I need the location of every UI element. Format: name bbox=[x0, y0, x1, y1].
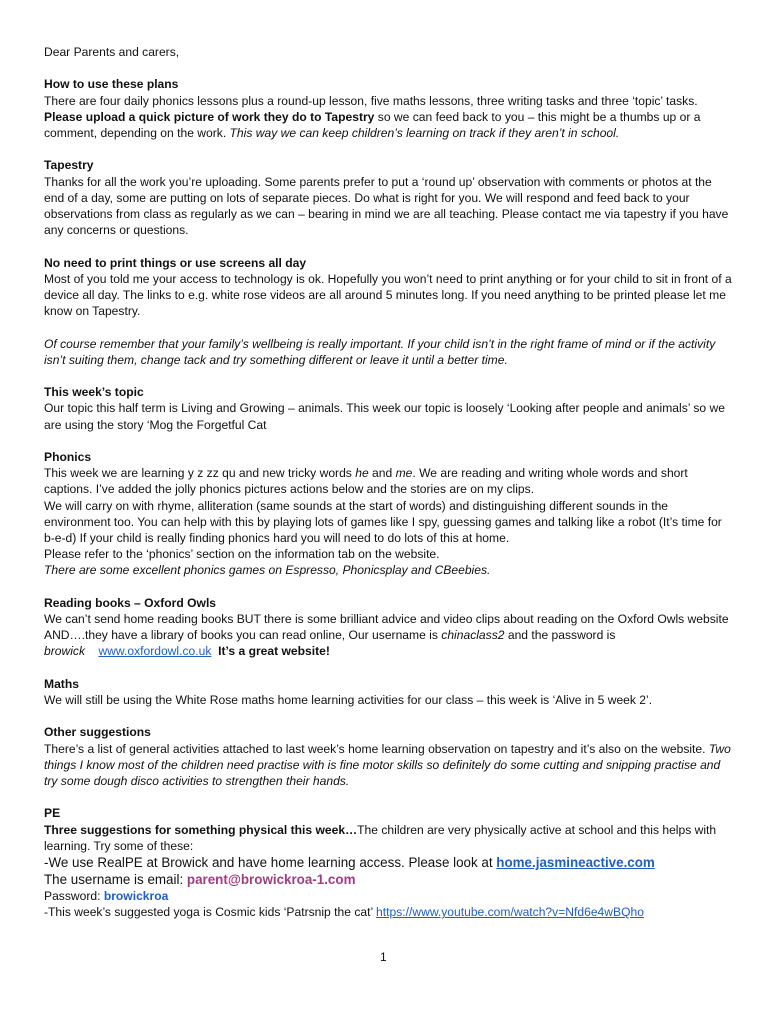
phonics-text-2: . We are reading and writing whole words and short captions. I’ve added the jolly phonics pictures actions below and the stories are on my clips. bbox=[44, 466, 688, 497]
letter-document bbox=[44, 44, 734, 920]
pe-bold-text: Three suggestions for something physical this week… bbox=[44, 822, 358, 837]
reading-paragraph bbox=[44, 611, 734, 660]
wellbeing-italic-text: Of course remember that your family’s wellbeing is really important. If your child isn’t in the right frame of mind or if the activity isn’t suiting them, change tack and try something different or leave it until a better time. bbox=[44, 336, 716, 367]
topic-heading: This week’s topic bbox=[44, 385, 144, 400]
pe-paragraph bbox=[44, 822, 734, 854]
noprint-heading: No need to print things or use screens all day bbox=[44, 255, 307, 270]
topic-paragraph: Our topic this half term is Living and Growing – animals. This week our topic is loosely ‘Looking after people and animals’ so we are using the story ‘Mog the Forgetful Cat bbox=[44, 401, 725, 432]
pe-heading: PE bbox=[44, 806, 61, 821]
phonics-paragraph-1 bbox=[44, 465, 734, 497]
password-value: browickroa bbox=[103, 889, 169, 903]
plans-text-2: so we can feed back to you – this might be a thumbs up or a comment, depending on the work. bbox=[44, 109, 701, 140]
other-paragraph bbox=[44, 741, 734, 790]
phonics-paragraph-3: Please refer to the ‘phonics’ section on the information tab on the website. bbox=[44, 547, 440, 562]
reading-text-1: We can’t send home reading books BUT there is some brilliant advice and video clips about reading on the Oxford Owls website AND….they have a library of books you can read online, Our username is bbox=[44, 612, 729, 643]
maths-paragraph: We will still be using the White Rose maths home learning activities for our class – this week is ‘Alive in 5 week 2’. bbox=[44, 693, 653, 707]
plans-paragraph bbox=[44, 93, 734, 142]
other-italic-text: Two things I know most of the children need practise with is fine motor skills so definitely do some cutting and snipping practise and try some dough disco activities to strengthen their hands. bbox=[44, 741, 731, 788]
phonics-games-italic: There are some excellent phonics games on Espresso, Phonicsplay and CBeebies. bbox=[44, 563, 491, 578]
oxford-password: browick bbox=[44, 644, 85, 659]
username-value: parent@browickroa-1.com bbox=[186, 872, 356, 887]
password-label: Password: bbox=[44, 889, 104, 903]
phonics-and: and bbox=[368, 466, 396, 481]
greeting: Dear Parents and carers, bbox=[44, 45, 180, 59]
pe-text: The children are very physically active at school and this helps with learning. Try some of these: bbox=[44, 822, 717, 853]
realpe-text: -We use RealPE at Browick and have home learning access. Please look at bbox=[44, 855, 497, 870]
noprint-paragraph: Most of you told me your access to technology is ok. Hopefully you won’t need to print anything or for your child to sit in front of a device all day. The links to e.g. white rose videos are all around 5 minutes long. If you need anything to be printed please let me know on Tapestry. bbox=[44, 271, 732, 319]
tricky-word-me: me bbox=[395, 466, 413, 481]
tapestry-paragraph: Thanks for all the work you’re uploading. Some parents prefer to put a ‘round up’ observation with comments or photos at the end of a day, some are putting on lots of separate pieces. Do what is right for you. We will respond and feed back to your observations from class as regularly as we can – bearing in mind we are all teaching. Please contact me via tapestry if you have any concerns or questions. bbox=[44, 174, 729, 238]
wellbeing-note bbox=[44, 336, 734, 368]
plans-text-1: There are four daily phonics lessons plus a round-up lesson, five maths lessons, three writing tasks and three ‘topic’ tasks. bbox=[44, 93, 698, 108]
maths-heading: Maths bbox=[44, 676, 79, 691]
reading-text-2: and the password is bbox=[504, 628, 616, 643]
realpe-line bbox=[44, 854, 734, 871]
reading-heading: Reading books – Oxford Owls bbox=[44, 595, 217, 610]
phonics-games-note bbox=[44, 562, 734, 578]
plans-heading: How to use these plans bbox=[44, 77, 179, 92]
tricky-word-he: he bbox=[355, 466, 369, 481]
phonics-paragraph-2: We will carry on with rhyme, alliteration (same sounds at the start of words) and distinguishing different sounds in the environment too. You can help with this by playing lots of games like I spy, guessing games and talking like a robot (It’s time for b-e-d) If your child is really finding phonics hard you will need to do lots of this at home. bbox=[44, 498, 722, 545]
username-line bbox=[44, 871, 734, 888]
other-heading: Other suggestions bbox=[44, 725, 151, 740]
plans-italic-text: This way we can keep children’s learning on track if they aren’t in school. bbox=[229, 126, 620, 140]
tapestry-heading: Tapestry bbox=[44, 158, 94, 173]
password-line bbox=[44, 888, 734, 904]
youtube-link[interactable]: https://www.youtube.com/watch?v=Nfd6e4wBQho bbox=[376, 905, 644, 920]
yoga-text: -This week’s suggested yoga is Cosmic kids ‘Patrsnip the cat’ bbox=[44, 905, 377, 920]
oxford-username: chinaclass2 bbox=[441, 628, 505, 643]
yoga-line bbox=[44, 904, 734, 920]
other-text: There’s a list of general activities attached to last week’s home learning observation on tapestry and it’s also on the website. bbox=[44, 741, 709, 756]
page-number: 1 bbox=[380, 950, 387, 964]
jasmineactive-link[interactable]: home.jasmineactive.com bbox=[496, 855, 655, 870]
plans-bold-text: Please upload a quick picture of work they do to Tapestry bbox=[44, 109, 375, 124]
reading-bold-text: It’s a great website! bbox=[218, 644, 330, 659]
oxfordowl-link[interactable]: www.oxfordowl.co.uk bbox=[98, 644, 212, 659]
phonics-text-1: This week we are learning y z zz qu and new tricky words bbox=[44, 466, 356, 481]
phonics-heading: Phonics bbox=[44, 449, 92, 464]
username-label: The username is email: bbox=[44, 872, 187, 887]
